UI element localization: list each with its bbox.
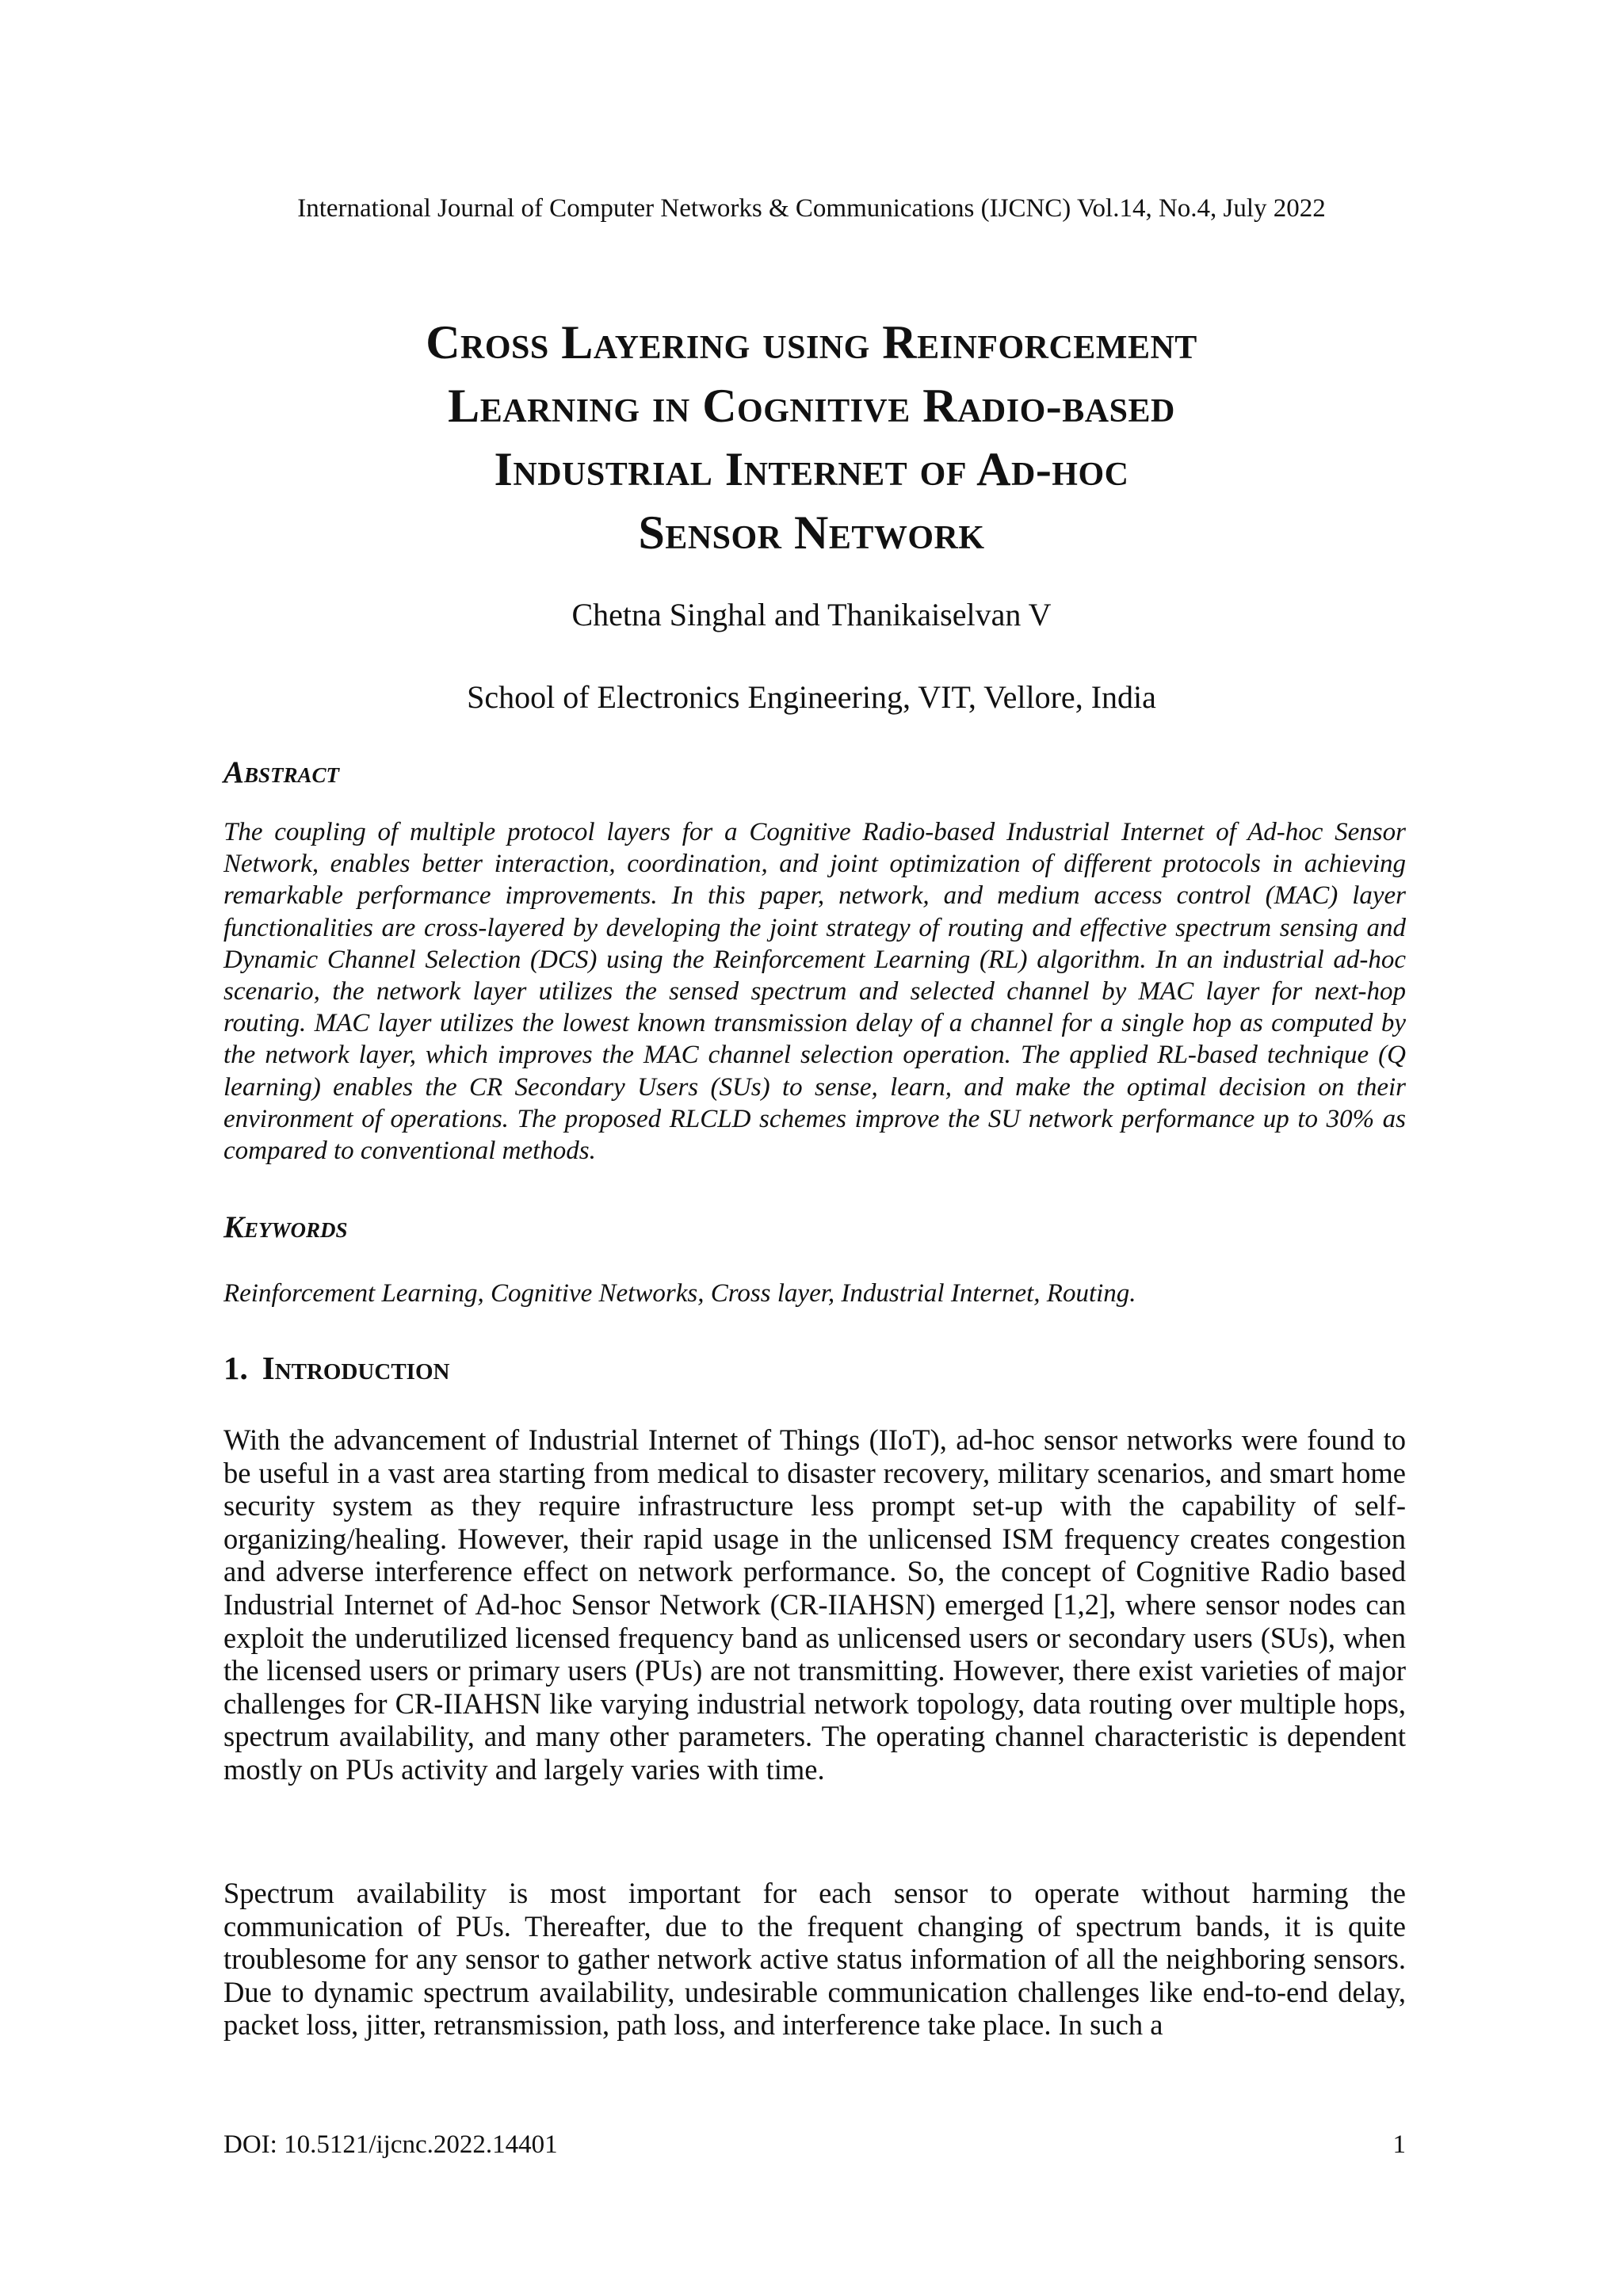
title-line: Industrial Internet of Ad-hoc xyxy=(494,443,1129,495)
title-line: Sensor Network xyxy=(638,506,985,559)
paper-title xyxy=(158,311,1465,564)
title-line: Cross Layering using Reinforcement xyxy=(426,316,1197,369)
affiliation: School of Electronics Engineering, VIT, Vellore, India xyxy=(467,679,1156,715)
intro-paragraph-1: With the advancement of Industrial Internet of Things (IIoT), ad-hoc sensor networks were found to be useful in a vast area starting from medical to disaster recovery, military scenarios, and smart home security system as they require infrastructure less prompt set-up with the capability of self-organizing/healing. However, their rapid usage in the unlicensed ISM frequency creates congestion and adverse interference effect on network performance. So, the concept of Cognitive Radio based Industrial Internet of Ad-hoc Sensor Network (CR-IIAHSN) emerged [1,2], where sensor nodes can exploit the underutilized licensed frequency band as unlicensed users or secondary users (SUs), when the licensed users or primary users (PUs) are not transmitting. However, there exist varieties of major challenges for CR-IIAHSN like varying industrial network topology, data routing over multiple hops, spectrum availability, and many other parameters. The operating channel characteristic is dependent mostly on PUs activity and largely varies with time. xyxy=(223,1423,1406,1786)
running-header: International Journal of Computer Networks & Communications (IJCNC) Vol.14, No.4, July 2022 xyxy=(297,194,1326,223)
introduction-heading xyxy=(223,1349,449,1387)
abstract-heading: Abstract xyxy=(223,755,340,789)
section-number: 1. xyxy=(223,1350,248,1386)
authors: Chetna Singhal and Thanikaiselvan V xyxy=(571,597,1052,632)
abstract-text: The coupling of multiple protocol layers for a Cognitive Radio-based Industrial Internet of Ad-hoc Sensor Network, enables better interaction, coordination, and joint optimization of different protocols in achieving remarkable performance improvements. In this paper, network, and medium access control (MAC) layer functionalities are cross-layered by developing the joint strategy of routing and effective spectrum sensing and Dynamic Channel Selection (DCS) using the Reinforcement Learning (RL) algorithm. In an industrial ad-hoc scenario, the network layer utilizes the sensed spectrum and selected channel by MAC layer for next-hop routing. MAC layer utilizes the lowest known transmission delay of a channel for a single hop as computed by the network layer, which improves the MAC channel selection operation. The applied RL-based technique (Q learning) enables the CR Secondary Users (SUs) to sense, learn, and make the optimal decision on their environment of operations. The proposed RLCLD schemes improve the SU network performance up to 30% as compared to conventional methods. xyxy=(223,818,1406,1166)
page-number: 1 xyxy=(1392,2130,1406,2159)
keywords-heading: Keywords xyxy=(223,1210,348,1244)
intro-paragraph-2: Spectrum availability is most important for each sensor to operate without harming the communication of PUs. Thereafter, due to the frequent changing of spectrum bands, it is quite troublesome for any sensor to gather network active status information of all the neighboring sensors. Due to dynamic spectrum availability, undesirable communication challenges like end-to-end delay, packet loss, jitter, retransmission, path loss, and interference take place. In such a xyxy=(223,1877,1406,2042)
keywords-text: Reinforcement Learning, Cognitive Networks, Cross layer, Industrial Internet, Routing. xyxy=(223,1279,1136,1308)
footer-doi: DOI: 10.5121/ijcnc.2022.14401 xyxy=(223,2130,558,2159)
title-line: Learning in Cognitive Radio-based xyxy=(448,380,1175,432)
section-title: Introduction xyxy=(262,1350,450,1386)
